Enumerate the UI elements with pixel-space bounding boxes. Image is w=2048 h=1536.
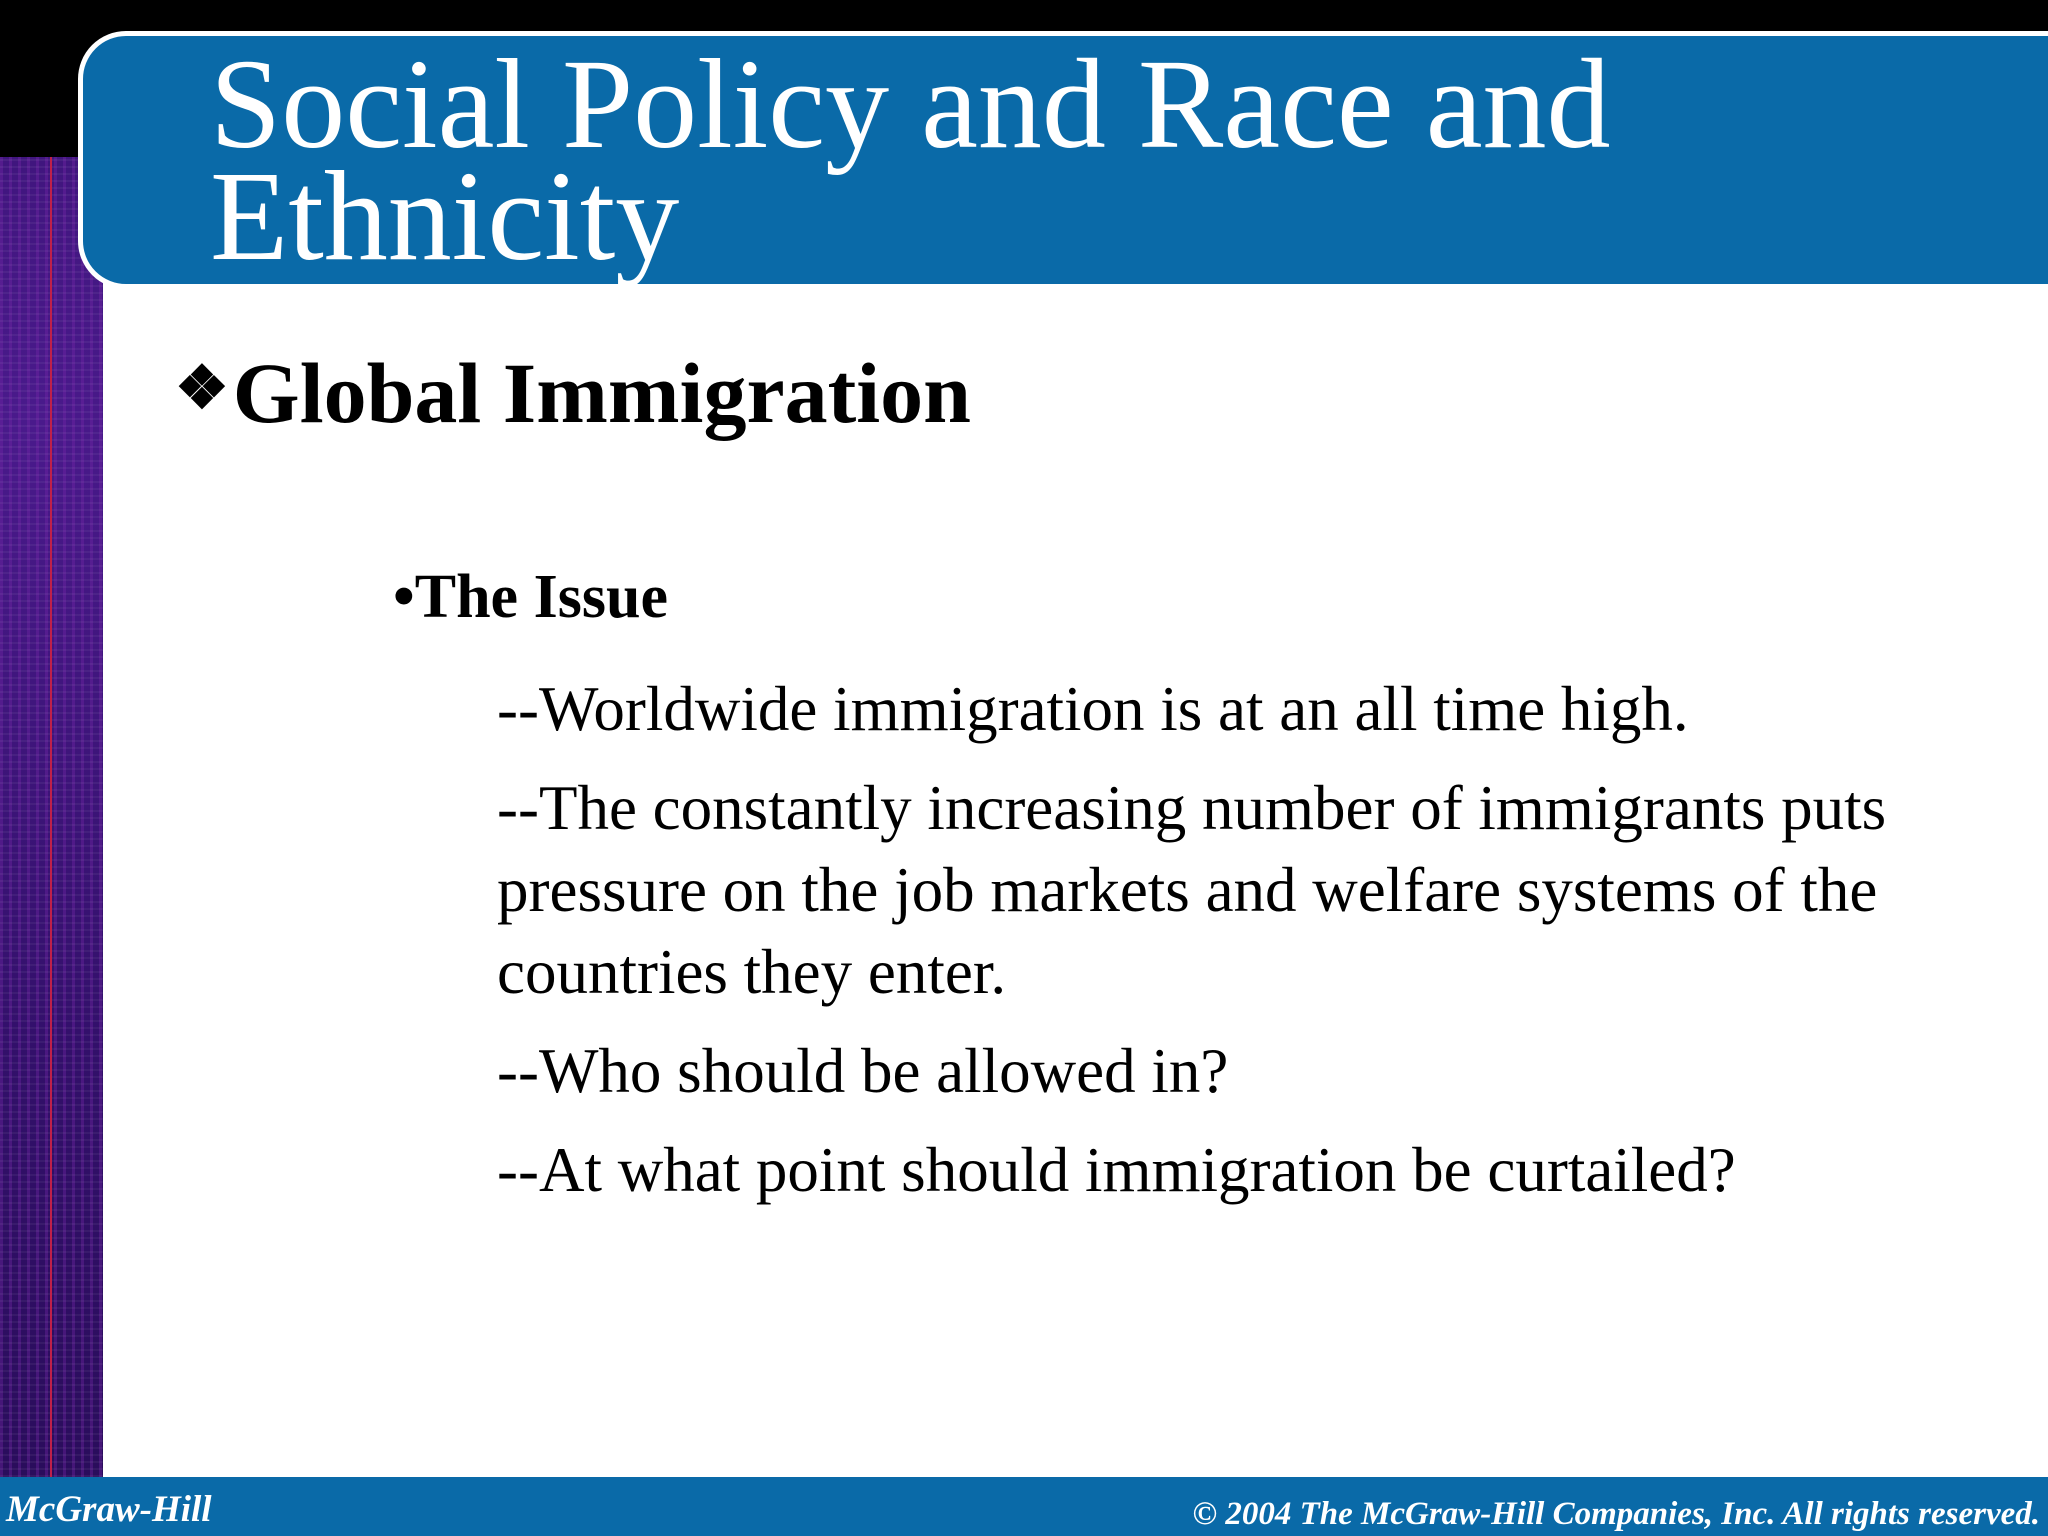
list-item: --The constantly increasing number of immigrants puts pressure on the job markets and welfare systems of the countries they enter. (497, 773, 1887, 1007)
diamond-bullet-icon: ❖ (175, 355, 229, 421)
points-list (497, 668, 1937, 1228)
left-accent-line (50, 157, 52, 1477)
subheading (393, 560, 668, 634)
list-item: --Who should be allowed in? (497, 1036, 1229, 1106)
list-item: --At what point should immigration be curtailed? (497, 1135, 1736, 1205)
subheading-text: The Issue (414, 563, 668, 631)
slide-title: Social Policy and Race and Ethnicity (210, 33, 1611, 287)
round-bullet-icon: • (393, 563, 415, 631)
section-heading-text: Global Immigration (232, 345, 971, 441)
footer-publisher: McGraw-Hill (6, 1489, 212, 1530)
list-item: --Worldwide immigration is at an all time high. (497, 674, 1689, 744)
section-heading (175, 338, 971, 443)
footer-copyright: © 2004 The McGraw-Hill Companies, Inc. All rights reserved. (1192, 1496, 2040, 1532)
